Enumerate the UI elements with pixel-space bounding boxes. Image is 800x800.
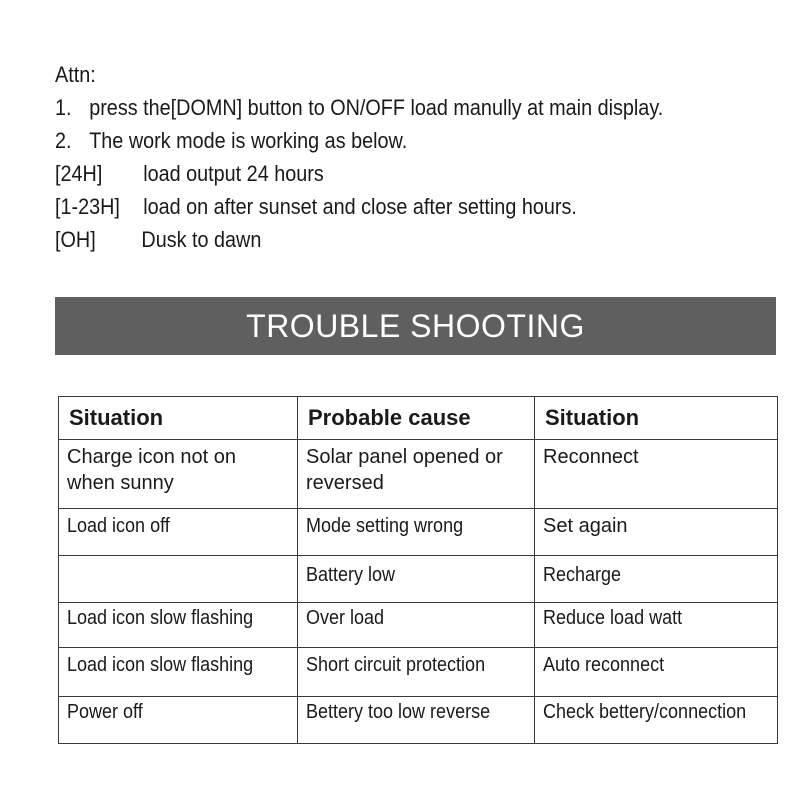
column-header: Probable cause [298,397,535,440]
table-cell: Set again [535,509,778,556]
mode-1-23h [55,190,703,223]
table-cell: Load icon slow flashing [59,603,298,648]
mode-code: [OH] [55,227,96,252]
table-cell [59,556,298,603]
attn-item-1 [55,91,703,124]
mode-oh [55,223,703,256]
mode-24h [55,157,703,190]
table-cell: Load icon slow flashing [59,648,298,697]
table-cell: Recharge [535,556,778,603]
column-header: Situation [535,397,778,440]
item-text: press the[DOMN] button to ON/OFF load manully at main display. [89,95,664,120]
item-number: 1. [55,95,72,120]
attn-heading: Attn: [55,62,96,87]
item-number: 2. [55,128,72,153]
table-cell: Short circuit protection [298,648,535,697]
table-row [59,440,778,509]
mode-code: [1-23H] [55,194,120,219]
table-cell: Check bettery/connection [535,697,778,744]
table-cell: Mode setting wrong [298,509,535,556]
table-cell: Reduce load watt [535,603,778,648]
table-row [59,648,778,697]
table-cell: Bettery too low reverse [298,697,535,744]
mode-desc: load output 24 hours [143,161,324,186]
column-header: Situation [59,397,298,440]
trouble-shooting-table [58,396,778,744]
table-row [59,556,778,603]
mode-desc: load on after sunset and close after setting hours. [143,194,577,219]
attn-item-2 [55,124,703,157]
table-cell: Auto reconnect [535,648,778,697]
item-text: The work mode is working as below. [89,128,408,153]
table-header-row [59,397,778,440]
mode-code: [24H] [55,161,103,186]
trouble-shooting-banner [55,297,776,355]
table-cell: Over load [298,603,535,648]
banner-title: TROUBLE SHOOTING [246,307,585,344]
table-cell: Power off [59,697,298,744]
table-cell: Solar panel opened or reversed [298,440,535,509]
mode-desc: Dusk to dawn [141,227,262,252]
table-cell: Reconnect [535,440,778,509]
table-row [59,509,778,556]
table-cell: Charge icon not on when sunny [59,440,298,509]
table-row [59,603,778,648]
table-cell: Load icon off [59,509,298,556]
attention-notes [55,58,703,256]
table-row [59,697,778,744]
table-cell: Battery low [298,556,535,603]
